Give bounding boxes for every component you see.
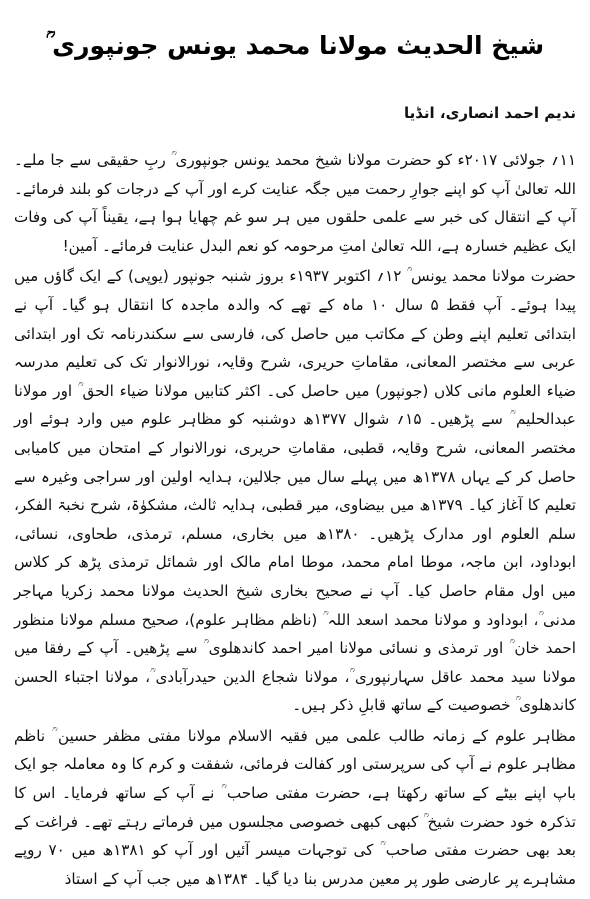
author-byline: ندیم احمد انصاری، انڈیا [403, 104, 576, 122]
article-body [14, 146, 576, 893]
paragraph-3: مظاہر علوم کے زمانہ طالب علمی میں فقیہ الاسلام مولانا مفتی مظفر حسین ؒ ناظم مظاہر علوم نے آپ کی سرپرستی اور کفالت فرمائی، شفقت و کرم کا وہ معاملہ جو ایک باپ اپنے بیٹے کے ساتھ رکھتا ہے، حضرت مفتی صاحب ؒ نے آپ کے ساتھ فرمایا۔ اس کا تذکرہ خود حضرت شیخ ؒ کبھی کبھی خصوصی مجلسوں میں فرماتے رہتے تھے۔ فراغت کے بعد بھی حضرت مفتی صاحب ؒ کی توجہات میسر آئیں اور آپ کو ۱۳۸۱ھ میں ۷۰ روپے مشاہرے پر عارضی طور پر معین مدرس بنا دیا گیا۔ ۱۳۸۴ھ میں جب آپ کے استاذ [14, 726, 577, 888]
article-title: شیخ الحدیث مولانا محمد یونس جونپوری ؒ [45, 31, 545, 60]
paragraph-1: ۱۱؍ جولائی ۲۰۱۷ء کو حضرت مولانا شیخ محمد یونس جونپوری ؒ ربِ حقیقی سے جا ملے۔ اللہ تعالیٰ آپ کو اپنے جوارِ رحمت میں جگہ عنایت کرے اور آپ کے درجات کو بلند فرمائے۔ آپ کے انتقال کی خبر سے علمی حلقوں میں ہر سو غم چھایا ہوا ہے، یقیناً آپ کی وفات ایک عظیم خسارہ ہے، اللہ تعالیٰ امتِ مرحومہ کو نعم البدل عنایت فرمائے۔ آمین! [14, 151, 576, 255]
paragraph-2: حضرت مولانا محمد یونس ؒ ۱۲؍ اکتوبر ۱۹۳۷ء بروز شنبہ جونپور (یوپی) کے ایک گاؤں میں پیدا ہوئے۔ آپ فقط ۵ سال ۱۰ ماہ کے تھے کہ والدہ ماجدہ کا انتقال ہو گیا۔ آپ نے ابتدائی تعلیم اپنے وطن کے مکاتب میں حاصل کی، فارسی سے سکندرنامہ تک اور ابتدائی عربی سے مختصر المعانی، مقاماتِ حریری، شرح وقایہ، نورالانوار تک کی تعلیم مدرسہ ضیاء العلوم مانی کلاں (جونپور) میں حاصل کی۔ اکثر کتابیں مولانا ضیاء الحق ؒ اور مولانا عبدالحلیم ؒ سے پڑھیں۔ ۱۵؍ شوال ۱۳۷۷ھ دوشنبہ کو مظاہر علوم میں وارد ہوئے اور مختصر المعانی، شرح وقایہ، قطبی، مقاماتِ حریری، نورالانوار کے امتحان میں کامیابی حاصل کر کے یہاں ۱۳۷۸ھ میں پہلے سال میں جلالین، ہدایہ اولین اور سراجی وغیرہ سے تعلیم کا آغاز کیا۔ ۱۳۷۹ھ میں بیضاوی، میر قطبی، ہدایہ ثالث، مشکوٰۃ، شرح نخبۃ الفکر، سلم العلوم اور مدارک پڑھیں۔ ۱۳۸۰ھ میں بخاری، مسلم، ترمذی، طحاوی، نسائی، ابوداود، ابن ماجہ، موطا امام محمد، موطا امام مالک اور شمائل ترمذی پڑھ کر کلاس میں اول مقام حاصل کیا۔ آپ نے صحیح بخاری شیخ الحدیث مولانا محمد زکریا مہاجر مدنی ؒ، ابوداود و مولانا محمد اسعد اللہ ؒ (ناظم مظاہر علوم)، صحیح مسلم مولانا منظور احمد خان ؒ اور ترمذی و نسائی مولانا امیر احمد کاندھلوی ؒ سے پڑھیں۔ آپ کے رفقا میں مولانا سید محمد عاقل سہارنپوری ؒ، مولانا شجاع الدین حیدرآبادی ؒ، مولانا اجتباء الحسن کاندھلوی ؒ خصوصیت کے ساتھ قابلِ ذکر ہیں۔ [14, 267, 577, 715]
